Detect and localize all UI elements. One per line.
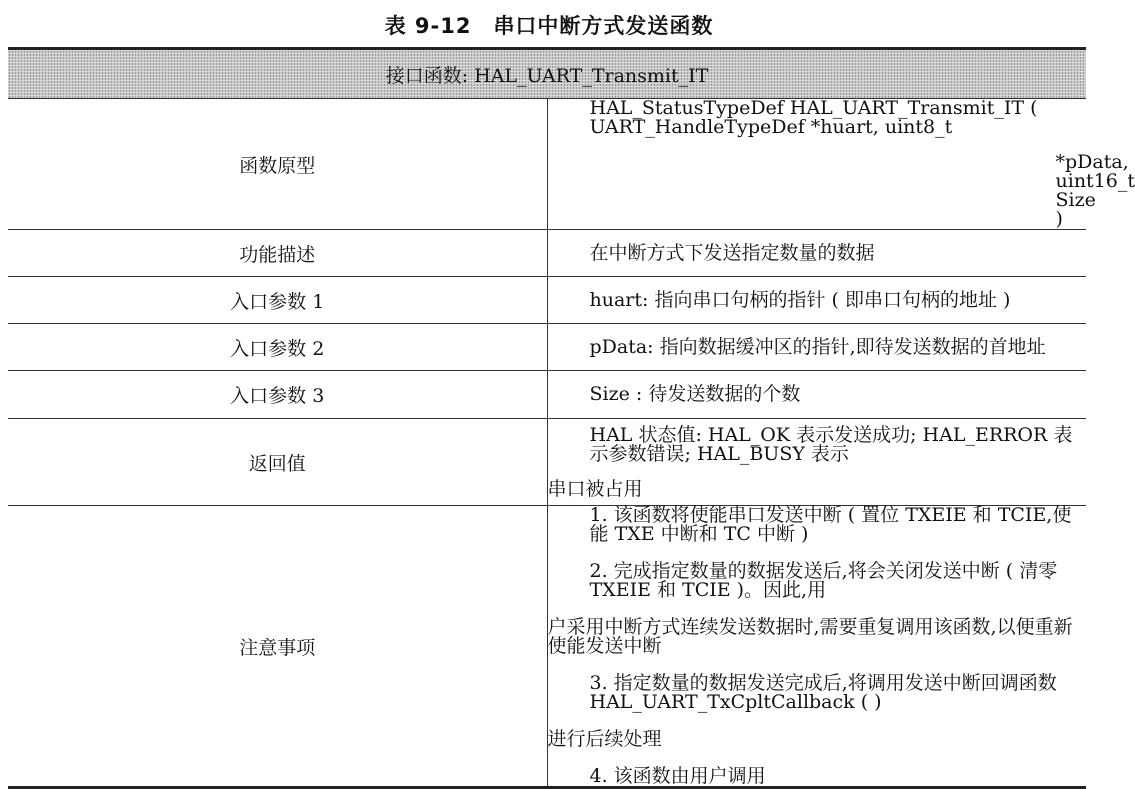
table-row <box>8 506 1086 788</box>
note-continuation: 进行后续处理 <box>547 728 662 750</box>
table-row <box>8 419 1086 506</box>
note-item-2 <box>548 562 1081 656</box>
function-spec-table <box>8 47 1135 789</box>
param3-value: Size : 待发送数据的个数 <box>547 371 1086 419</box>
note-continuation: 户采用中断方式连续发送数据时,需要重复调用该函数,以便重新使能发送中断 <box>547 616 1073 657</box>
param1-value: huart: 指向串口句柄的指针 ( 即串口句柄的地址 ) <box>547 277 1086 324</box>
notes-label: 注意事项 <box>8 506 547 788</box>
return-line-2: 串口被占用 <box>547 477 643 500</box>
table-caption <box>0 10 1098 40</box>
note-item-1 <box>548 506 1081 544</box>
table-row <box>8 99 1086 230</box>
param2-label: 入口参数 2 <box>8 324 547 371</box>
table-row <box>8 230 1086 277</box>
note-text: 2. 完成指定数量的数据发送后,将会关闭发送中断 ( 清零 TXEIE 和 TCIE )。因此,用 <box>589 560 1058 601</box>
interface-function-header: 接口函数: HAL_UART_Transmit_IT <box>8 49 1086 99</box>
note-text: 4. 该函数由用户调用 <box>589 765 766 787</box>
feature-value: 在中断方式下发送指定数量的数据 <box>547 230 1086 277</box>
prototype-label: 函数原型 <box>8 99 547 230</box>
param3-label: 入口参数 3 <box>8 371 547 419</box>
table-row <box>8 371 1086 419</box>
note-text: 3. 指定数量的数据发送完成后,将调用发送中断回调函数 HAL_UART_TxCpltCallback ( ) <box>589 672 1057 713</box>
param1-label: 入口参数 1 <box>8 277 547 324</box>
prototype-value <box>547 97 1135 230</box>
table-row <box>8 324 1086 371</box>
feature-label: 功能描述 <box>8 230 547 277</box>
table-header-row <box>8 49 1086 99</box>
table-number: 表 9-12 <box>384 14 472 38</box>
param2-value: pData: 指向数据缓冲区的指针,即待发送数据的首地址 <box>547 324 1086 371</box>
prototype-line-2: *pData, uint16_t Size ) <box>1055 151 1135 230</box>
note-item-4 <box>548 767 1081 786</box>
note-item-3 <box>548 674 1081 749</box>
return-value <box>547 419 1086 506</box>
notes-value <box>547 506 1086 788</box>
return-label: 返回值 <box>8 419 547 506</box>
note-text: 1. 该函数将使能串口发送中断 ( 置位 TXEIE 和 TCIE,使能 TXE 中断和 TC 中断 ) <box>589 504 1072 545</box>
return-line-1: HAL 状态值: HAL_OK 表示发送成功; HAL_ERROR 表示参数错误; HAL_BUSY 表示 <box>589 423 1073 465</box>
table-title: 串口中断方式发送函数 <box>493 14 714 38</box>
prototype-line-1: HAL_StatusTypeDef HAL_UART_Transmit_IT ( UART_HandleTypeDef *huart, uint8_t <box>589 97 1038 138</box>
table-row <box>8 277 1086 324</box>
